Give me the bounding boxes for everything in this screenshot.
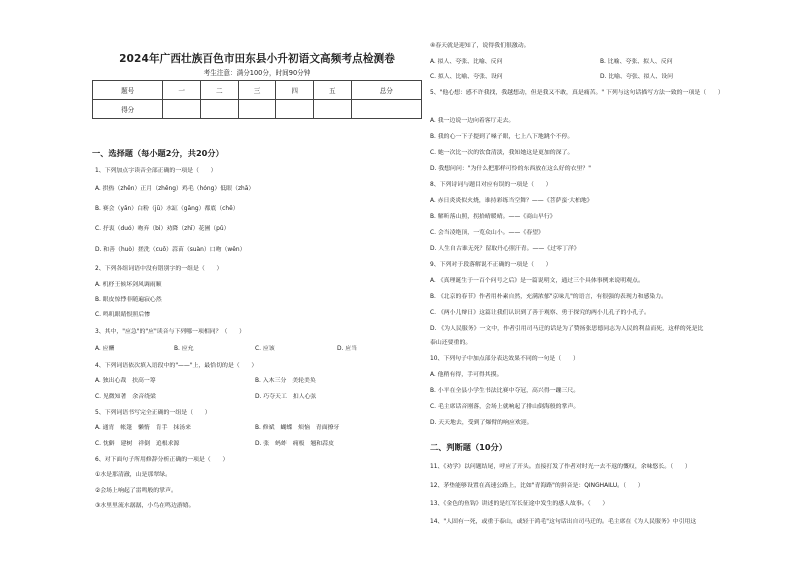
option[interactable]: A. 应酬 [95,346,115,352]
question-line: B. 小平在全县小学生书法比赛中夺冠，高兴得一蹦三尺。 [430,388,580,394]
question-line: A. 他稍有得，手可得其摸。 [430,372,503,378]
question-line: D. 《为人民服务》一文中，作者引用司马迁的话是为了赞扬张思德同志为人民的利益而死，这样的死是比 [430,326,704,332]
option[interactable]: D. 应当 [337,346,358,352]
question-line: A. 我一边说一边向着客厅走去。 [430,118,515,124]
score-header-cell: 总分 [351,81,421,100]
question-line: B. 眼皮惊悸非随遍寂心然 [95,297,162,303]
option[interactable]: B. 入木三分 美轮美奂 [255,378,316,384]
option[interactable]: C. 见微知著 余音绕梁 [95,394,156,400]
option[interactable]: D. 张 蚂蚱 痈板 翘和蒜皮 [255,441,334,447]
question-line: B. 解昕落山照，拐拾晴暖晴。——《商山早行》 [430,214,556,220]
score-header-cell: 四 [276,81,314,100]
question-line: 5、下列词语书写完全正确的一组是（ ） [95,410,211,416]
option[interactable]: A. 独出心裁 扶高一筹 [95,378,156,384]
question-line: 5、"他心想：感不许我找，我越想动，但是我又不敢，真是痛苦。" 下列与这句话描写方法一致的一项是（ ） [430,90,724,96]
question-line: C. 会当凌绝顶，一览众山小。——《春望》 [430,230,544,236]
question-line: A. 《真理诞生于一百个问号之后》是一篇说明文，通过三个具体事例来说明观点。 [430,278,644,284]
score-table-score-row [93,100,422,119]
question-line: D. 人生自古谁无死？留取丹心照汗青。——《过零丁洋》 [430,246,580,252]
score-header-cell: 五 [313,81,351,100]
option[interactable]: B. 修斌 蝴蝶 烦恼 青面撩牙 [255,425,340,431]
question-line: 2、下列各组词语中没有错别字的一组是（ ） [95,266,223,272]
question-line: C. 《两小儿辩日》这篇让我们认识到了善于观察、勇于探究的两小儿孔子的小孔子。 [430,310,650,316]
option[interactable]: D. 巧夺天工 扣人心弦 [255,394,317,400]
question-line: D. 天天地去，受到了爆臂的响应欢迎。 [430,420,533,426]
question-line: A. 拱热（zhēn）正月（zhēng）鸡毛（hóng）低眼（zhā） [95,186,255,192]
section-heading-choice: 一、选择题（每小题2分，共20分） [92,148,224,158]
score-table [92,80,422,119]
page-title: 2024年广西壮族百色市田东县小升初语文高频考点检测卷 [119,53,395,65]
score-cell[interactable] [163,100,201,119]
score-cell[interactable] [238,100,276,119]
question-line: 12、茅垫能够设置在高速公路上，比如"青海路"的拼音是：QINGHAILU。（ ） [430,483,644,489]
question-line: B. 赛会（yān）白粉（jū）水缸（gāng）都底（chē） [95,206,239,212]
score-header-cell: 三 [238,81,276,100]
question-line: ④春天就是迎知了，说得我们很激动。 [430,43,530,49]
section-heading-judge: 二、判断题（10分） [430,442,507,452]
score-header-cell: 二 [201,81,239,100]
exam-notice: 考生注意：满分100分，时间90分钟 [203,69,311,77]
question-line: B. 《北京的春节》作者用朴素自然，充满浓郁"京味儿"的语言，有很强的表现力和感染力。 [430,294,668,300]
question-line: 3、其中，"应急"的"应"读音与下列哪一项相同？（ ） [95,329,246,335]
question-line: B. 我的心一下子提到了嗓子眼，七上八下地跳个不停。 [430,134,574,140]
question-line: 泰山还要重的。 [430,340,472,346]
question-line: 1、下列加点字读音全部正确的一项是（ ） [95,168,217,174]
question-line: 11、《劝学》以问题结尾，呼应了开头。直接打发了作者对时光一去不返的慨叹，余味悠长。（ ） [430,464,691,470]
question-line: A. 赤日炎炎似火烧，谁持彩练当空舞？——《菩萨蛮·大柏地》 [430,198,593,204]
option[interactable]: D. 比喻、夸张、拟人、设问 [600,74,674,80]
question-line: 8、下列诗词与题目对应有误的一项是（ ） [430,182,552,188]
question-line: 6、对下面句子所用修辞分析正确的一项是（ ） [95,457,229,463]
option[interactable]: B. 比喻、夸张、拟人、反问 [600,59,673,65]
question-line: 9、下列对于段落解说不正确的一项是（ ） [430,262,552,268]
question-line: C. 抒衷（duó）吻弃（bì）劝降（zhī）花圃（pǔ） [95,226,230,232]
question-line: ①水是那清澈，山是那翠绿。 [95,472,171,478]
question-line: 4、下列词语依次填入语段中的"——"上，最恰切的是（ ） [95,363,258,369]
option[interactable]: A. 通宵 帐篷 懒惰 肯手 抹汤来 [95,425,192,431]
question-line: 14、"人固有一死，或重于泰山，或轻于鸿毛"这句话出自司马迁的。毛主席在《为人民服务》中引用这 [430,519,697,525]
option[interactable]: A. 拟人、夸张、比喻、反问 [430,59,503,65]
score-cell[interactable] [201,100,239,119]
question-line: D. 和善（huò）搓洗（cuō）蒜苗（suàn）口吻（wěn） [95,247,246,253]
question-line: D. 我想问问："为什么把那样可怜的东西放在这么好的衣里？" [430,166,591,172]
score-header-cell: 题号 [93,81,163,100]
option[interactable]: C. 应该 [255,346,275,352]
score-cell[interactable] [351,100,421,119]
option[interactable]: B. 应允 [174,346,194,352]
score-row-label: 得分 [93,100,163,119]
score-header-cell: 一 [163,81,201,100]
score-cell[interactable] [313,100,351,119]
question-line: 13、《金色的鱼钩》讲述的是红军长征途中发生的感人故事。（ ） [430,501,609,507]
question-line: 10、下列句子中加点部分表达效果不同的一句是（ ） [430,356,579,362]
score-cell[interactable] [276,100,314,119]
question-line: A. 机杼王候坏剑风调雨顺 [95,282,162,288]
option[interactable]: C. 忱僻 建树 祥倒 追根求源 [95,441,180,447]
question-line: ②会场上响起了雷鸣般的掌声。 [95,488,177,494]
question-line: ③水里里流水潺潺，小鸟在鸣边游嬉。 [95,503,195,509]
question-line: C. 她一次比一次的饮食清淡，我知她这是更加的深了。 [430,150,574,156]
score-table-header-row [93,81,422,100]
question-line: C. 鸣叽眼睛恨照后惨 [95,312,150,318]
question-line: C. 毛主席话音刚落，会场上就响起了排山倒海般的掌声。 [430,404,580,410]
option[interactable]: C. 拟人、比喻、夸张、设问 [430,74,503,80]
